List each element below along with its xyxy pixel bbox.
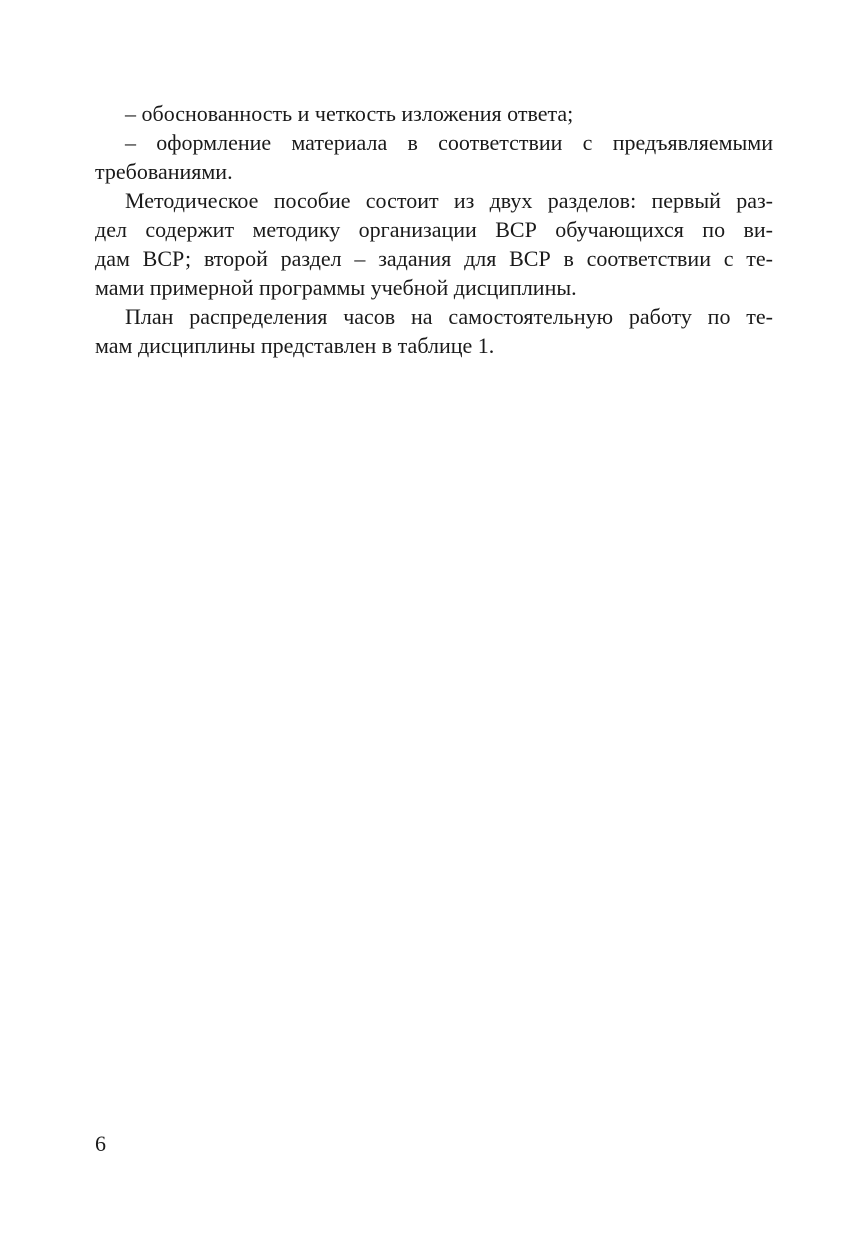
list-item-justification: – обоснованность и четкость изложения ответа; (125, 101, 574, 126)
paragraph-manual-structure-line-2: дел содержит методику организации ВСР обучающихся по ви- (95, 217, 773, 242)
paragraph-hours-plan-line-2: мам дисциплины представлен в таблице 1. (95, 333, 495, 358)
list-item-formatting-continued: требованиями. (95, 159, 233, 184)
paragraph-manual-structure-line-4: мами примерной программы учебной дисциплины. (95, 275, 577, 300)
list-item-formatting: – оформление материала в соответствии с предъявляемыми (125, 130, 773, 155)
paragraph-manual-structure-line-1: Методическое пособие состоит из двух разделов: первый раз- (125, 188, 773, 213)
body-text (95, 99, 773, 360)
paragraph-hours-plan-line-1: План распределения часов на самостоятельную работу по те- (125, 304, 773, 329)
page-number: 6 (95, 1131, 106, 1156)
paragraph-manual-structure-line-3: дам ВСР; второй раздел – задания для ВСР в соответствии с те- (95, 246, 773, 271)
